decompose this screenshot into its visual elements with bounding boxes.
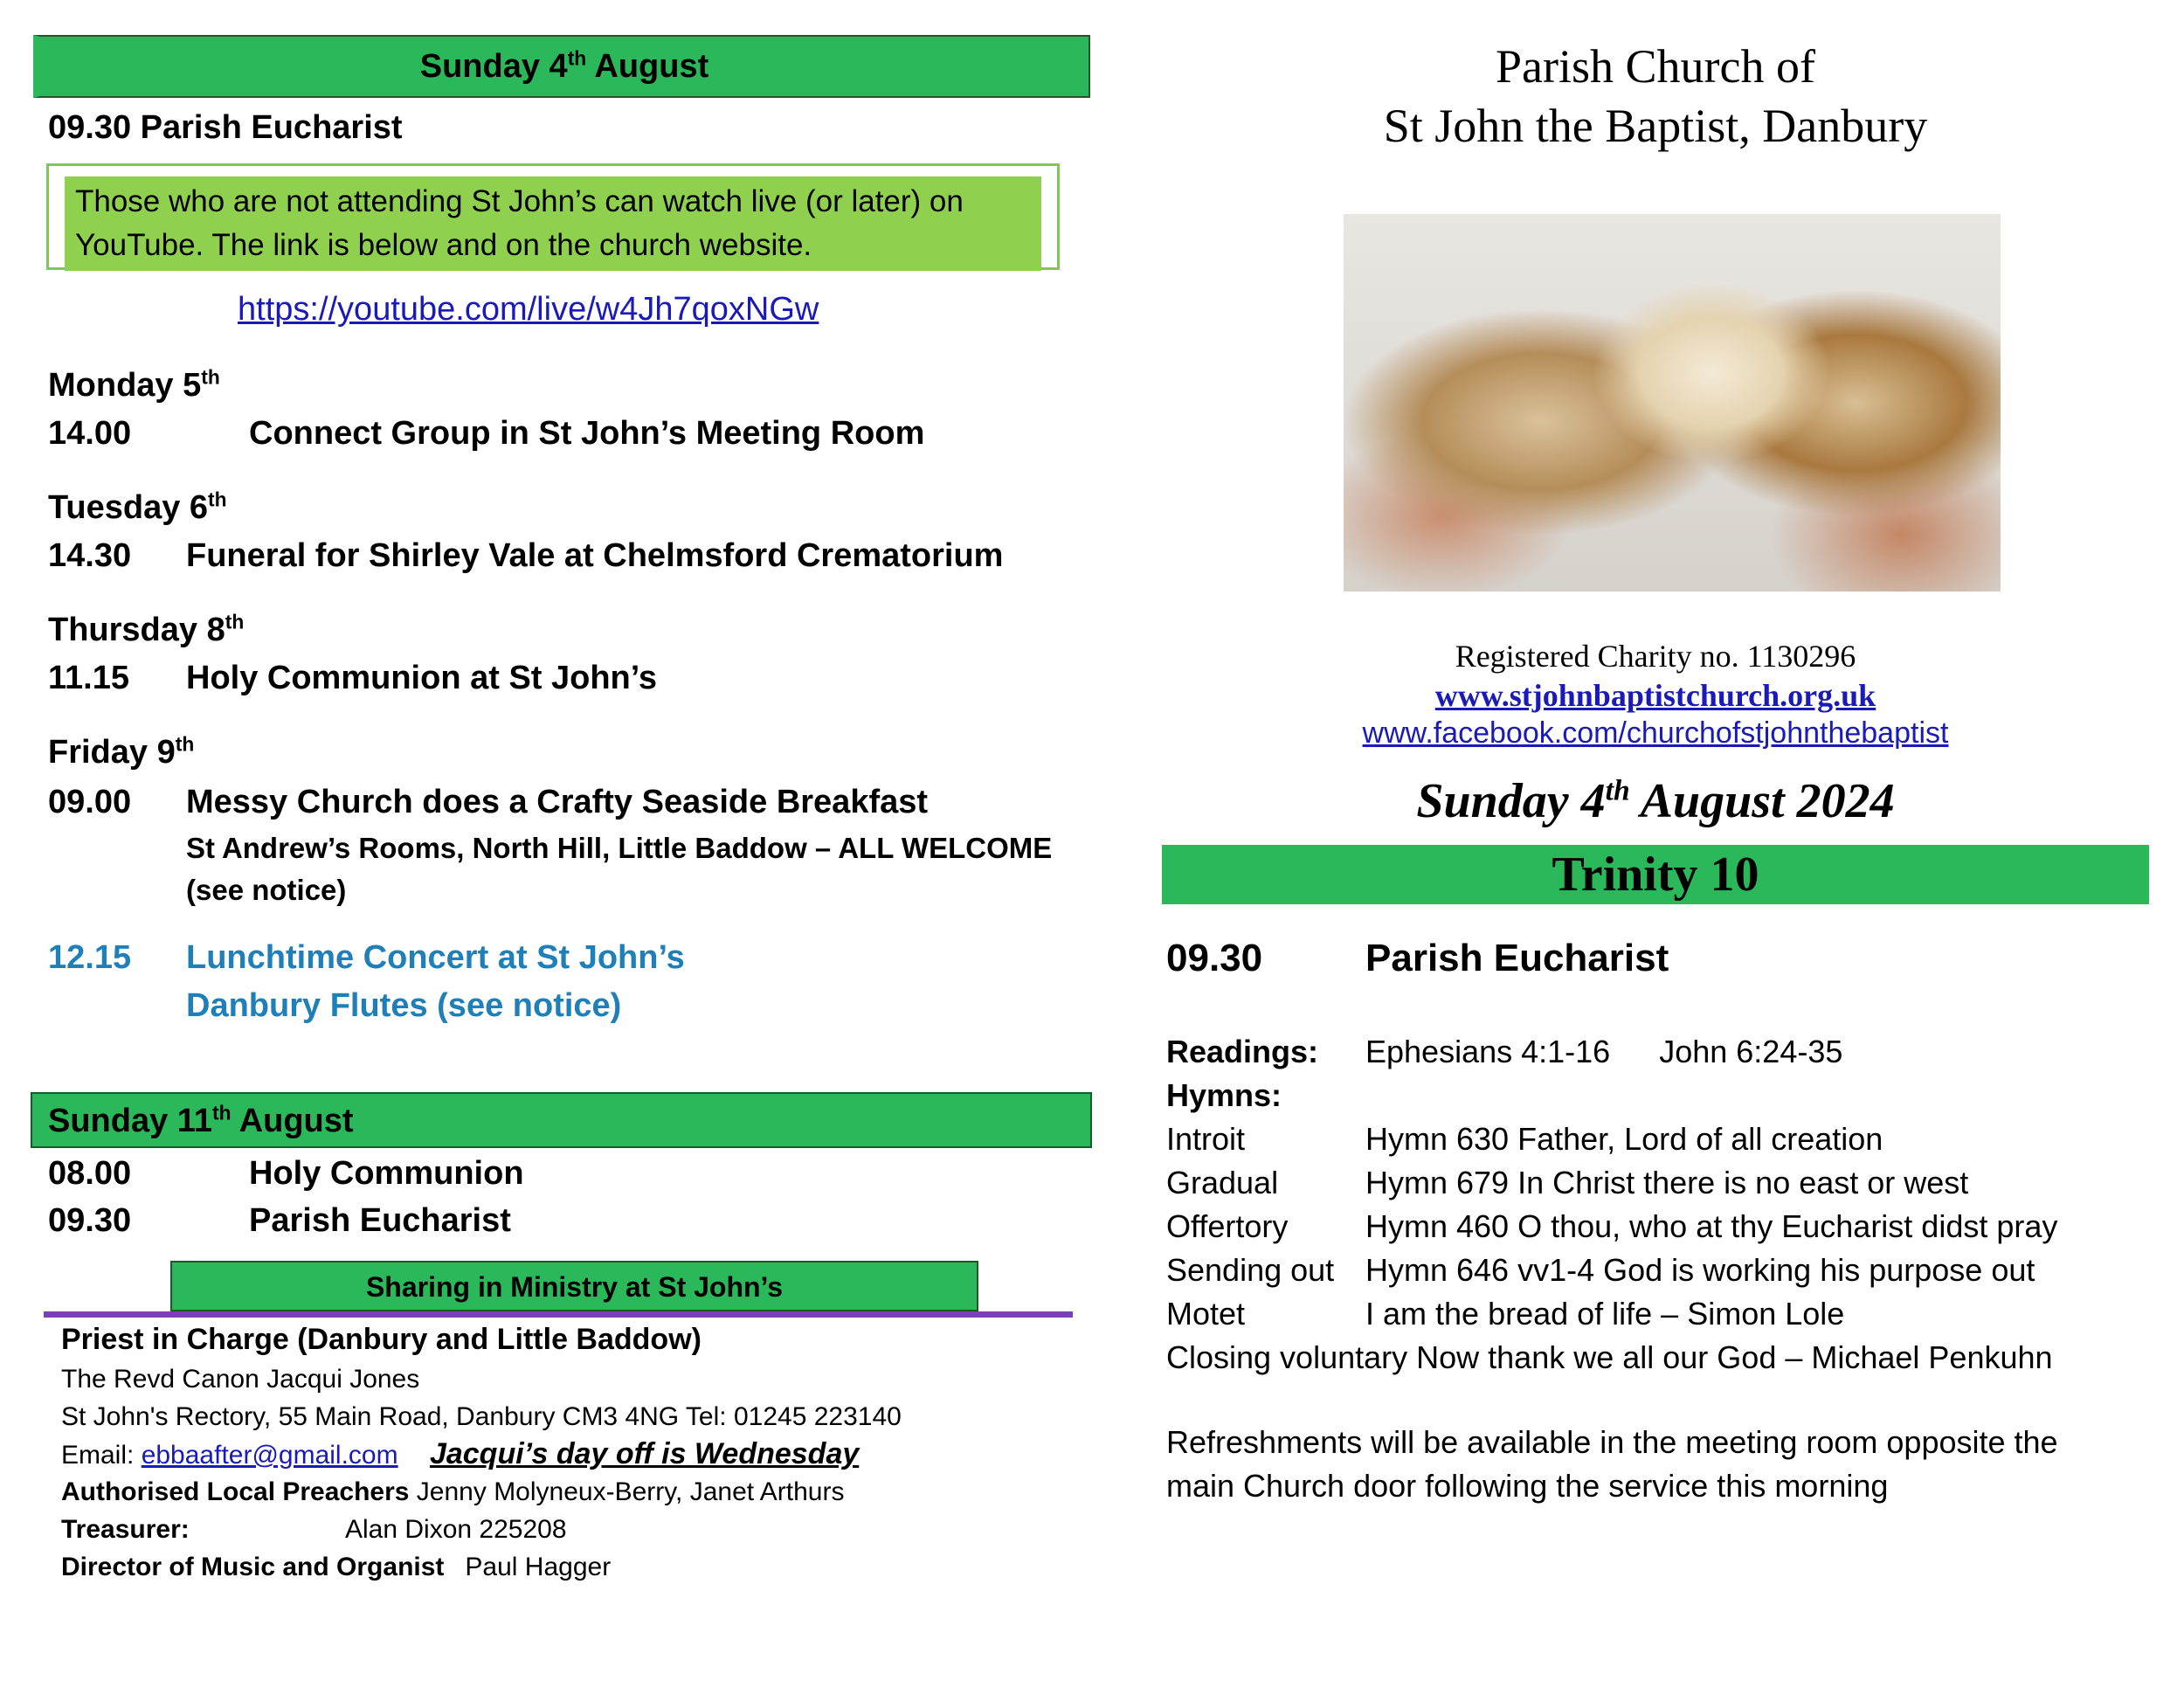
music-label: Director of Music and Organist bbox=[61, 1553, 445, 1581]
website-link[interactable]: www.stjohnbaptistchurch.org.uk bbox=[1434, 678, 1876, 713]
preachers-names: Jenny Molyneux-Berry, Janet Arthurs bbox=[409, 1477, 845, 1506]
sunday11-header-bar bbox=[31, 1092, 1092, 1148]
treasurer-label: Treasurer: bbox=[61, 1515, 190, 1544]
hymn-row: Introit Hymn 630 Father, Lord of all creation bbox=[1166, 1121, 1883, 1157]
treasurer-row bbox=[61, 1511, 567, 1548]
music-row bbox=[61, 1548, 611, 1586]
concert-event: 12.15 Lunchtime Concert at St John’s bbox=[48, 939, 685, 976]
trinity-heading: Trinity 10 bbox=[1552, 847, 1759, 902]
closing-voluntary: Closing voluntary Now thank we all our God – Michael Penkuhn bbox=[1166, 1339, 2053, 1375]
sunday11-service-1: 08.00 Holy Communion bbox=[48, 1155, 524, 1192]
sunday4-heading: Sunday 4th August bbox=[419, 46, 709, 85]
hymn-row: Offertory Hymn 460 O thou, who at thy Eucharist didst pray bbox=[1166, 1208, 2058, 1244]
service-row: 09.30 Parish Eucharist bbox=[1166, 937, 1669, 979]
ministry-divider bbox=[44, 1311, 1073, 1318]
hymn-row: Motet I am the bread of life – Simon Lole bbox=[1166, 1296, 1845, 1332]
sunday11-heading: Sunday 11th August bbox=[48, 1101, 354, 1139]
charity-number: Registered Charity no. 1130296 bbox=[1455, 639, 1856, 674]
youtube-notice-box bbox=[46, 163, 1060, 270]
hymn-row: Sending out Hymn 646 vv1-4 God is working his purpose out bbox=[1166, 1252, 2035, 1288]
tuesday-event: 14.30 Funeral for Shirley Vale at Chelmsford Crematorium bbox=[48, 537, 1004, 574]
preachers-label: Authorised Local Preachers bbox=[61, 1477, 410, 1506]
ministry-heading: Sharing in Ministry at St John’s bbox=[365, 1271, 784, 1303]
hymn-row: Gradual Hymn 679 In Christ there is no east or west bbox=[1166, 1165, 1969, 1200]
church-title-line2: St John the Baptist, Danbury bbox=[1383, 100, 1928, 152]
friday-detail-1: St Andrew’s Rooms, North Hill, Little Baddow – ALL WELCOME bbox=[186, 832, 1053, 864]
tuesday-heading: Tuesday 6th bbox=[48, 488, 227, 526]
rectory-address: St John's Rectory, 55 Main Road, Danbury CM3 4NG Tel: 01245 223140 bbox=[61, 1402, 902, 1431]
refreshments-line-1: Refreshments will be available in the meeting room opposite the bbox=[1166, 1424, 2058, 1460]
monday-heading: Monday 5th bbox=[48, 365, 220, 404]
friday-heading: Friday 9th bbox=[48, 732, 195, 771]
service-date: Sunday 4th August 2024 bbox=[1416, 774, 1895, 828]
ministry-header-bar bbox=[170, 1261, 978, 1311]
friday-detail-2: (see notice) bbox=[186, 874, 347, 906]
priest-name: The Revd Canon Jacqui Jones bbox=[61, 1365, 420, 1394]
concert-line-2: Danbury Flutes (see notice) bbox=[186, 987, 622, 1024]
facebook-link-row bbox=[1258, 716, 2053, 751]
sunday4-service: 09.30 Parish Eucharist bbox=[48, 109, 403, 146]
church-title-line1: Parish Church of bbox=[1496, 40, 1815, 93]
sunday4-header-bar bbox=[33, 35, 1090, 98]
youtube-notice-line1: Those who are not attending St John’s can watch live (or later) on bbox=[75, 184, 964, 218]
refreshments-line-2: main Church door following the service this morning bbox=[1166, 1468, 1889, 1504]
music-name: Paul Hagger bbox=[465, 1553, 612, 1581]
treasurer-name: Alan Dixon 225208 bbox=[345, 1515, 567, 1544]
website-link-row bbox=[1258, 677, 2053, 714]
facebook-link[interactable]: www.facebook.com/churchofstjohnthebaptist bbox=[1362, 716, 1949, 750]
thursday-heading: Thursday 8th bbox=[48, 610, 245, 648]
youtube-link[interactable]: https://youtube.com/live/w4Jh7qoxNGw bbox=[238, 291, 819, 328]
broken-bread-photo bbox=[1344, 214, 2001, 591]
thursday-event: 11.15 Holy Communion at St John’s bbox=[48, 660, 658, 696]
day-off-note: Jacqui’s day off is Wednesday bbox=[429, 1437, 860, 1470]
email-link[interactable]: ebbaafter@gmail.com bbox=[141, 1441, 398, 1470]
monday-event: 14.00 Connect Group in St John’s Meeting Room bbox=[48, 415, 925, 452]
sunday11-service-2: 09.30 Parish Eucharist bbox=[48, 1202, 511, 1239]
email-row bbox=[61, 1435, 859, 1474]
readings-row: Readings: Ephesians 4:1-16 John 6:24-35 bbox=[1166, 1034, 1843, 1069]
priest-title: Priest in Charge (Danbury and Little Baddow) bbox=[61, 1323, 702, 1356]
trinity-bar bbox=[1162, 845, 2149, 904]
youtube-notice bbox=[65, 176, 1041, 271]
hymns-label: Hymns: bbox=[1166, 1077, 1282, 1113]
email-label: Email: bbox=[61, 1441, 142, 1470]
church-title bbox=[1258, 37, 2053, 156]
friday-event: 09.00 Messy Church does a Crafty Seaside Breakfast bbox=[48, 784, 929, 820]
preachers-row bbox=[61, 1473, 844, 1511]
youtube-notice-line2: YouTube. The link is below and on the church website. bbox=[75, 228, 812, 262]
